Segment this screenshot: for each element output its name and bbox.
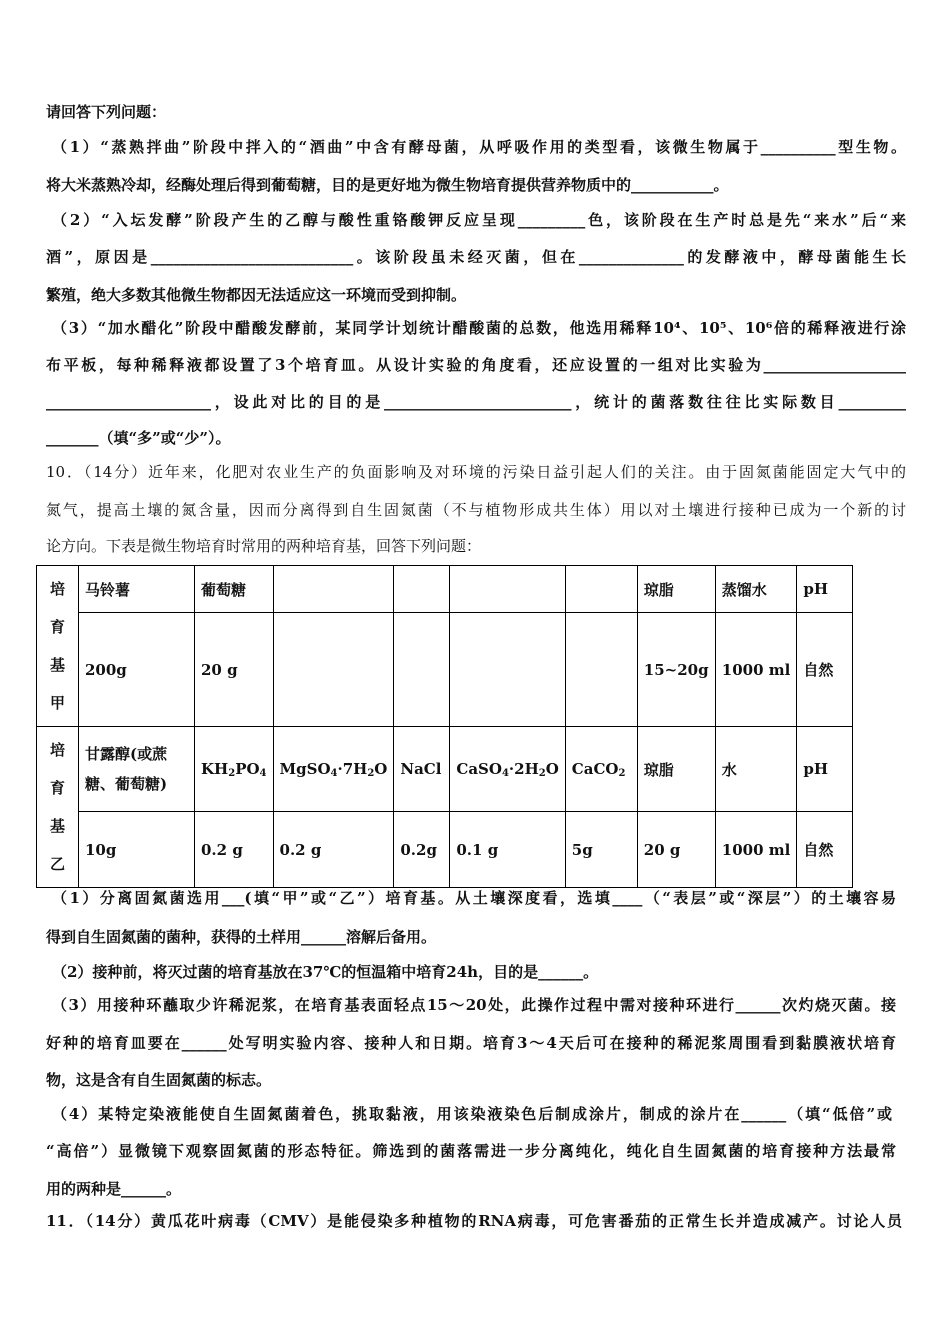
yi-head-caso4: $CaSO_4\cdot 2H_2O$ — [450, 727, 565, 812]
jia-head-potato: 马铃薯 — [79, 566, 195, 613]
jia-val-empty — [273, 613, 394, 727]
yi-head-kh2po4: $KH_2PO_4$ — [195, 727, 274, 812]
yi-val-ph: 自然 — [797, 812, 853, 888]
q10-sub3-line2: 好种的培育皿要在______处写明实验内容、接种人和日期。培育3～4天后可在接种的稀泥浆周围看到黏膜液状培育 — [46, 1034, 896, 1052]
jia-head-agar: 琼脂 — [637, 566, 715, 613]
q10-sub1-line1: （1）分离固氮菌选用___(填“甲”或“乙”）培育基。从土壤深度看，选填____（“表层”或“深层”）的土壤容易 — [52, 889, 896, 907]
jia-head-empty — [394, 566, 450, 613]
q10-sub4-line3: 用的两种是______。 — [46, 1180, 182, 1198]
yi-head-nacl: NaCl — [394, 727, 450, 812]
yi-val-caco: 5g — [565, 812, 637, 888]
jia-head-empty — [565, 566, 637, 613]
medium-jia-label: 培 育 基 甲 — [37, 566, 79, 727]
q10-sub1-line2: 得到自生固氮菌的菌种，获得的土样用______溶解后备用。 — [46, 928, 437, 946]
jia-head-ph: pH — [797, 566, 853, 613]
q9-part3-line4: _______（填“多”或“少”）。 — [46, 429, 231, 447]
jia-val-glucose: 20 g — [195, 613, 274, 727]
yi-head-water: 水 — [715, 727, 797, 812]
q10-sub3-line3: 物，这是含有自生固氮菌的标志。 — [46, 1071, 272, 1089]
yi-val-mannitol: 10g — [79, 812, 195, 888]
culture-medium-table — [36, 565, 853, 888]
jia-val-water: 1000 ml — [715, 613, 797, 727]
yi-val-agar: 20 g — [637, 812, 715, 888]
jia-val-empty — [394, 613, 450, 727]
jia-head-water: 蒸馏水 — [715, 566, 797, 613]
yi-head-mannitol: 甘露醇(或蔗 糖、葡萄糖) — [79, 727, 195, 812]
yi-head-agar: 琼脂 — [637, 727, 715, 812]
q10-stem-line1: 10．（14分）近年来，化肥对农业生产的负面影响及对环境的污染日益引起人们的关注。由于固氮菌能固定大气中的 — [46, 463, 906, 481]
jia-val-agar: 15~20g — [637, 613, 715, 727]
medium-yi-label: 培 育 基 乙 — [37, 727, 79, 888]
jia-val-empty — [565, 613, 637, 727]
jia-head-empty — [450, 566, 565, 613]
yi-head-ph: pH — [797, 727, 853, 812]
yi-val-mgso4: 0.2 g — [273, 812, 394, 888]
q10-stem-line3: 论方向。下表是微生物培育时常用的两种培育基，回答下列问题： — [46, 537, 482, 555]
yi-val-kh2po4: 0.2 g — [195, 812, 274, 888]
yi-val-caso4: 0.1 g — [450, 812, 565, 888]
jia-head-glucose: 葡萄糖 — [195, 566, 274, 613]
q9-part3-line3: ______________________，设此对比的目的是_________________________，统计的菌落数往往比实际数目_________ — [46, 393, 906, 411]
q10-sub3-line1: （3）用接种环蘸取少许稀泥浆，在培育基表面轻点15～20处，此操作过程中需对接种环进行______次灼烧灭菌。接 — [52, 996, 896, 1014]
jia-val-potato: 200g — [79, 613, 195, 727]
q10-sub4-line1: （4）某特定染液能使自生固氮菌着色，挑取黏液，用该染液染色后制成涂片，制成的涂片在______（填“低倍”或 — [52, 1105, 892, 1123]
q9-part1-line2: 将大米蒸熟冷却，经酶处理后得到葡萄糖，目的是更好地为微生物培育提供营养物质中的___________。 — [46, 176, 729, 194]
jia-val-ph: 自然 — [797, 613, 853, 727]
q9-part3-line1: （3）“加水醋化”阶段中醋酸发酵前，某同学计划统计醋酸菌的总数，他选用稀释10⁴、10⁵、10⁶倍的稀释液进行涂 — [52, 319, 906, 337]
jia-head-empty — [273, 566, 394, 613]
q9-part1-line1: （1）“蒸熟拌曲”阶段中拌入的“酒曲”中含有酵母菌，从呼吸作用的类型看，该微生物属于__________型生物。 — [52, 138, 906, 156]
q9-part3-line2: 布平板，每种稀释液都设置了3个培育皿。从设计实验的角度看，还应设置的一组对比实验为___________________ — [46, 356, 906, 374]
q9-part2-line3: 繁殖，绝大多数其他微生物都因无法适应这一环境而受到抑制。 — [46, 286, 467, 304]
q9-part2-line2: 酒”，原因是___________________________。该阶段虽未经灭菌，但在______________的发酵液中，酵母菌能生长 — [46, 248, 906, 266]
yi-val-water: 1000 ml — [715, 812, 797, 888]
q10-sub4-line2: “高倍”）显微镜下观察固氮菌的形态特征。筛选到的菌落需进一步分离纯化，纯化自生固氮菌的培育接种方法最常 — [46, 1142, 896, 1160]
yi-head-caco: CaCO$_2$ — [565, 727, 637, 812]
yi-head-mgso4: $MgSO_4\cdot 7H_2O$ — [273, 727, 394, 812]
q9-intro: 请回答下列问题： — [46, 103, 167, 121]
q10-sub2-line1: （2）接种前，将灭过菌的培育基放在37℃的恒温箱中培育24h，目的是______。 — [52, 963, 599, 981]
q11-stem-line1: 11．（14分）黄瓜花叶病毒（CMV）是能侵染多种植物的RNA病毒，可危害番茄的正常生长并造成减产。讨论人员 — [46, 1212, 902, 1230]
jia-val-empty — [450, 613, 565, 727]
yi-val-nacl: 0.2g — [394, 812, 450, 888]
q10-stem-line2: 氮气，提高土壤的氮含量，因而分离得到自生固氮菌（不与植物形成共生体）用以对土壤进行接种已成为一个新的讨 — [46, 501, 906, 519]
q9-part2-line1: （2）“入坛发酵”阶段产生的乙醇与酸性重铬酸钾反应呈现_________色，该阶段在生产时总是先“来水”后“来 — [52, 211, 906, 229]
